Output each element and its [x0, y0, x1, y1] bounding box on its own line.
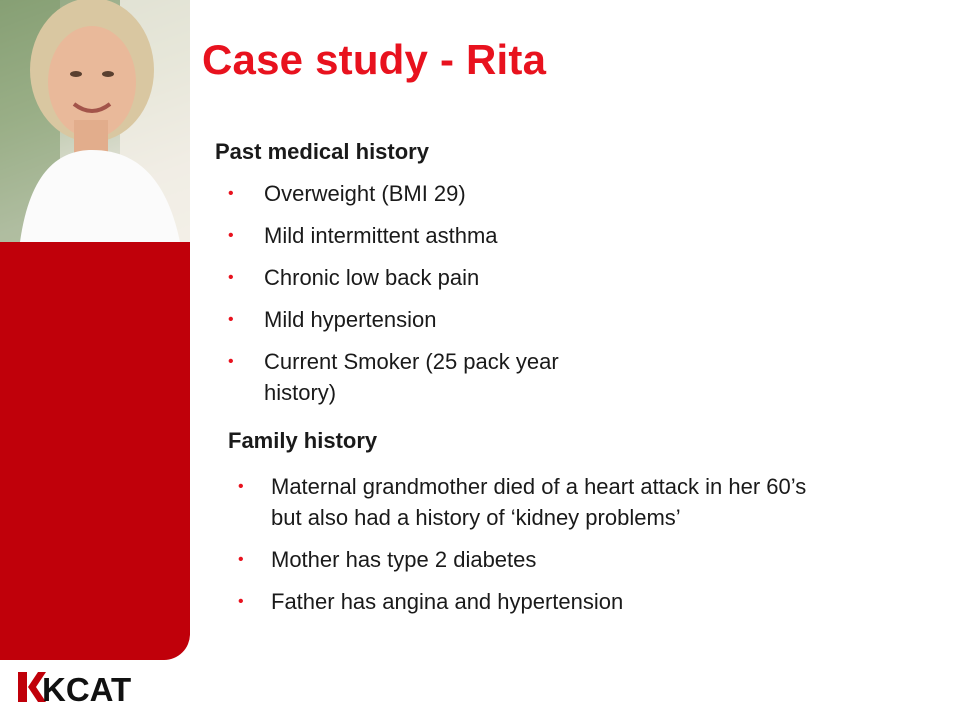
list-item-text: Mother has type 2 diabetes — [271, 547, 537, 572]
bullet-icon: • — [228, 227, 234, 244]
past-medical-history-list — [228, 178, 608, 419]
list-item-text: Mild hypertension — [264, 307, 437, 332]
bullet-icon: • — [238, 478, 244, 495]
list-item-text: Maternal grandmother died of a heart attack in her 60’s but also had a history of ‘kidney problems’ — [271, 474, 807, 530]
kcat-logo-mark — [18, 670, 134, 704]
bullet-icon: • — [228, 269, 234, 286]
bullet-icon: • — [228, 311, 234, 328]
family-history-list — [238, 471, 838, 628]
family-history-heading: Family history — [228, 428, 378, 453]
bullet-icon: • — [228, 353, 234, 370]
list-item — [228, 304, 608, 335]
bullet-icon: • — [228, 185, 234, 202]
logo-lettering: KCAT — [42, 671, 132, 704]
list-item — [238, 544, 838, 575]
bullet-icon: • — [238, 593, 244, 610]
list-item — [228, 178, 608, 209]
past-medical-history-heading: Past medical history — [215, 139, 429, 164]
list-item-text: Chronic low back pain — [264, 265, 480, 290]
list-item-text: Overweight (BMI 29) — [264, 181, 466, 206]
list-item — [228, 346, 608, 408]
patient-portrait-illustration — [0, 0, 190, 242]
kcat-logo — [18, 670, 134, 704]
list-item-text: Current Smoker (25 pack year history) — [264, 349, 559, 405]
list-item-text: Mild intermittent asthma — [264, 223, 498, 248]
bullet-icon: • — [238, 551, 244, 568]
slide-title: Case study - Rita — [202, 36, 547, 83]
list-item-text: Father has angina and hypertension — [271, 589, 624, 614]
red-sidebar-panel — [0, 242, 190, 660]
list-item — [228, 220, 608, 251]
patient-photo — [0, 0, 190, 242]
list-item — [238, 586, 838, 617]
list-item — [228, 262, 608, 293]
list-item — [238, 471, 838, 533]
